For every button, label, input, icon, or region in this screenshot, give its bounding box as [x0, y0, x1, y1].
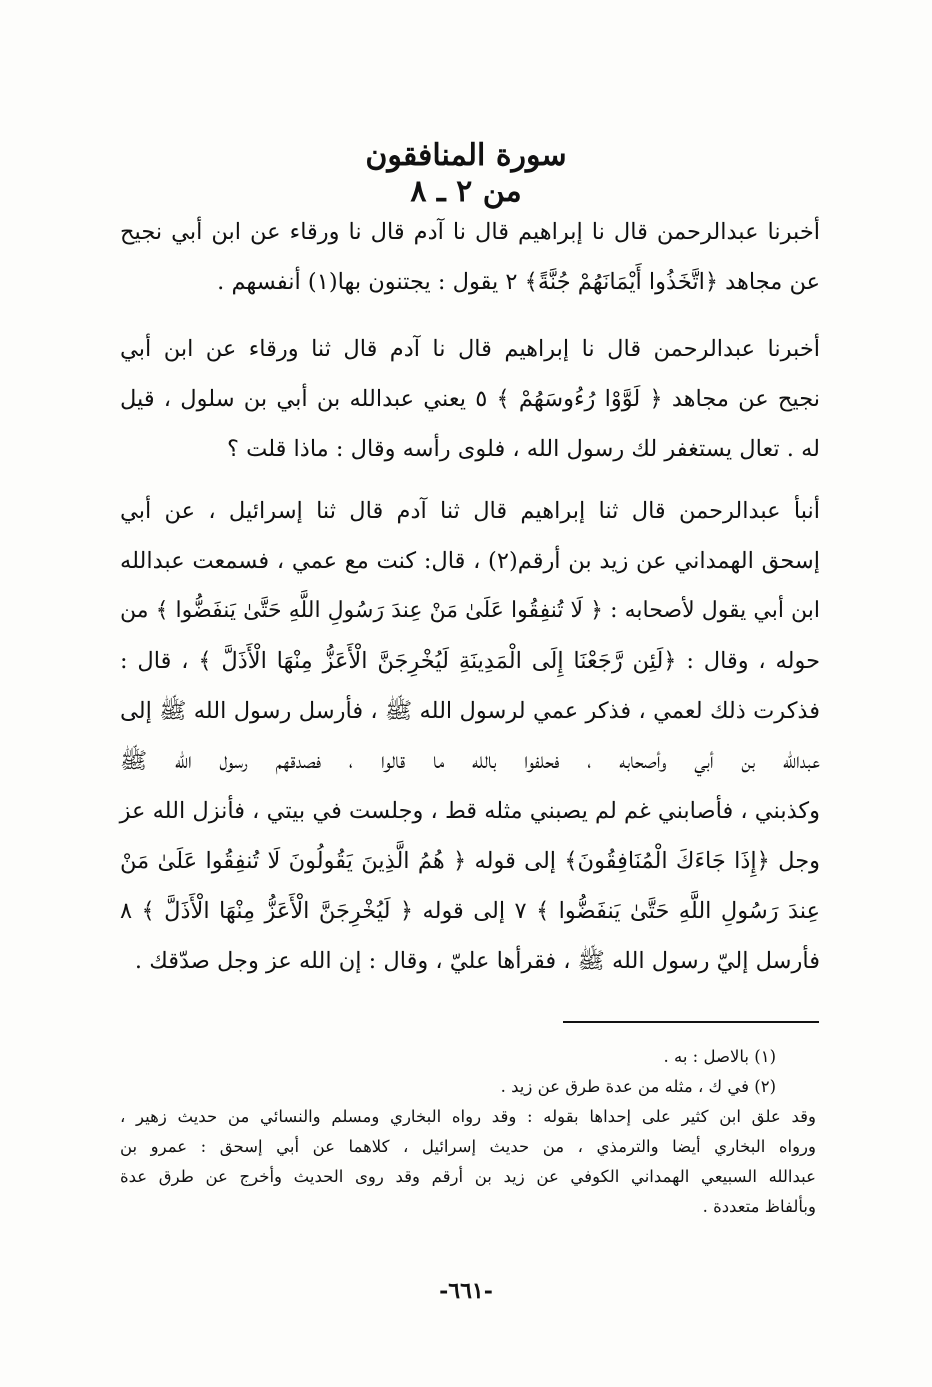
narration-3	[120, 486, 820, 986]
text-line: وكذبني ، فأصابني غم لم يصبني مثله قط ، وجلست في بيتي ، فأنزل الله عز	[119, 798, 820, 824]
footnote-line: وبألفاظ متعددة .	[702, 1197, 816, 1216]
footnote-line: عبدالله السبيعي الهمداني الكوفي عن زيد بن أرقم وقد روى الحديث وأخرج عن طرق عدة	[120, 1167, 816, 1186]
text-line: عبدالله بن أبي وأصحابه ، فحلفوا بالله ما قالوا ، فصدقهم رسول الله ﷺ	[120, 748, 820, 774]
text-line: وجل ﴿إِذَا جَاءَكَ الْمُنَافِقُونَ﴾ إلى قوله ﴿ هُمُ الَّذِينَ يَقُولُونَ لَا تُنفِقُوا عَلَىٰ مَنْ	[120, 848, 820, 874]
text-line: حوله ، وقال : ﴿لَئِن رَّجَعْنَا إِلَى الْمَدِينَةِ لَيُخْرِجَنَّ الْأَعَزُّ مِنْهَا الْأَذَلَّ ﴾ ، قال :	[120, 648, 820, 674]
text-line: عِندَ رَسُولِ اللَّهِ حَتَّىٰ يَنفَضُّوا ﴾ ٧ إلى قوله ﴿ لَيُخْرِجَنَّ الْأَعَزُّ مِنْهَا الْأَذَلَّ ﴾ ٨	[120, 898, 820, 924]
text-line: ابن أبي يقول لأصحابه : ﴿ لَا تُنفِقُوا عَلَىٰ مَنْ عِندَ رَسُولِ اللَّهِ حَتَّىٰ يَنفَضُّوا ﴾ من	[120, 598, 820, 623]
footnotes	[120, 1042, 816, 1222]
text-line: أنبأ عبدالرحمن قال ثنا إبراهيم قال ثنا آدم قال ثنا إسرائيل ، عن أبي	[120, 498, 820, 524]
text-line: له . تعال يستغفر لك رسول الله ، فلوى رأسه وقال : ماذا قلت ؟	[227, 436, 820, 462]
text-line: فأرسل إليّ رسول الله ﷺ ، فقرأها عليّ ، وقال : إن الله عز وجل صدّقك .	[134, 948, 820, 974]
narration-1	[120, 207, 820, 307]
text-line: نجيح عن مجاهد ﴿ لَوَّوْا رُءُوسَهُمْ ﴾ ٥ يعني عبدالله بن أبي بن سلول ، قيل	[120, 386, 821, 412]
narration-2	[120, 324, 820, 474]
text-line: عن مجاهد ﴿اتَّخَذُوا أَيْمَانَهُمْ جُنَّةً﴾ ٢ يقول : يجتنون بها(١) أنفسهم .	[217, 269, 820, 295]
surah-title: سورة المنافقون	[365, 138, 567, 173]
text-line: أخبرنا عبدالرحمن قال نا إبراهيم قال نا آدم قال نا ورقاء عن ابن أبي نجيح	[120, 219, 820, 245]
surah-heading	[0, 138, 932, 210]
text-line: إسحق الهمداني عن زيد بن أرقم(٢) ، قال: كنت مع عمي ، فسمعت عبدالله	[120, 548, 820, 574]
footnote: (١) بالاصل : به .	[663, 1047, 776, 1066]
text-line: فذكرت ذلك لعمي ، فذكر عمي لرسول الله ﷺ ، فأرسل رسول الله ﷺ إلى	[120, 698, 820, 724]
footnote: (٢) في ك ، مثله من عدة طرق عن زيد .	[500, 1077, 776, 1096]
footnote-line: ورواه البخاري أيضا والترمذي ، من حديث إسرائيل ، كلاهما عن أبي إسحق : عمرو بن	[120, 1137, 816, 1156]
footnote-line: وقد علق ابن كثير على إحداها بقوله : وقد رواه البخاري ومسلم والنسائي من حديث زهير ،	[120, 1107, 816, 1126]
text-line: أخبرنا عبدالرحمن قال نا إبراهيم قال نا آدم قال ثنا ورقاء عن ابن أبي	[120, 336, 820, 362]
footnote-separator	[563, 1021, 819, 1023]
verse-range: من ٢ ـ ٨	[410, 174, 522, 209]
page-number: -٦٦١-	[439, 1278, 493, 1304]
